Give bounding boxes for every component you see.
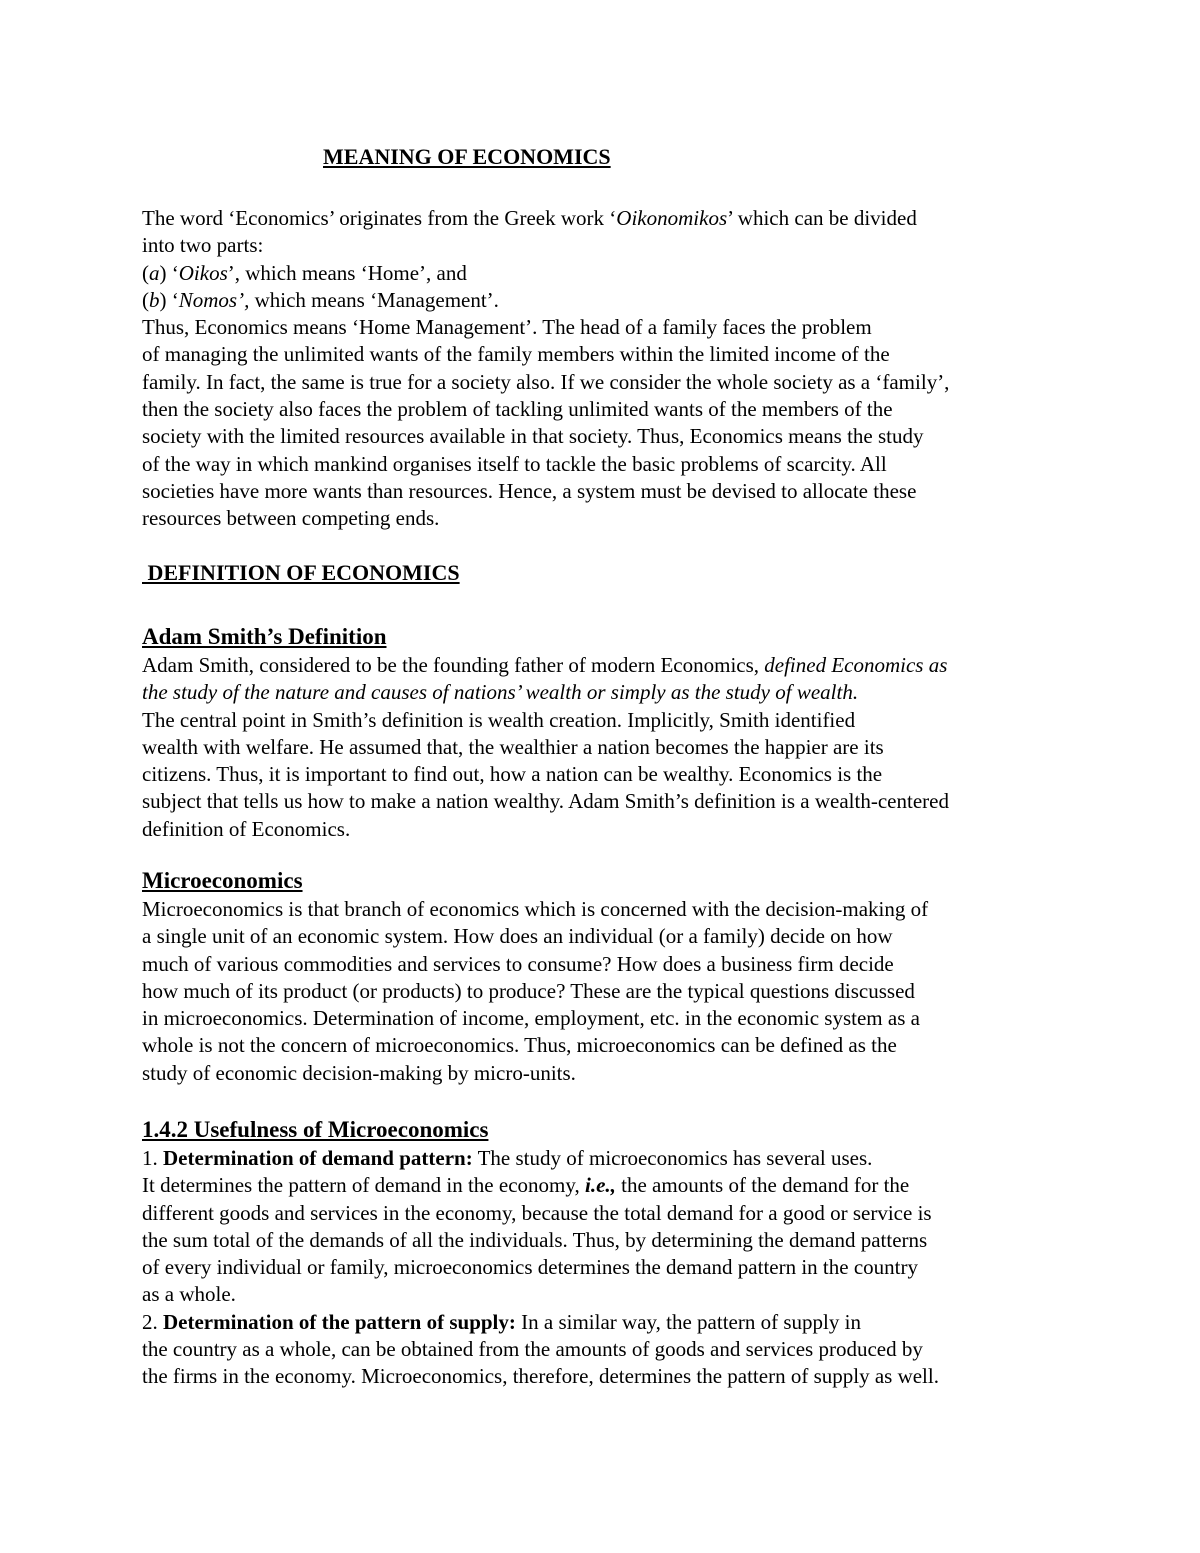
item-number: 2. [142,1309,163,1334]
adam-body-line: citizens. Thus, it is important to find out, how a nation can be wealthy. Economics is the [142,762,883,787]
text-run: ’, which means ‘Home’, and [227,260,467,285]
usefulness-section [142,1115,939,1391]
adam-body-line: subject that tells us how to make a nation wealthy. Adam Smith’s definition is a wealth-centered [142,789,949,814]
italic-definition: defined Economics as [764,653,948,677]
microeconomics-heading: Microeconomics [142,868,303,893]
text-run: It determines the pattern of demand in the economy, [142,1173,585,1198]
adam-body-line: definition of Economics. [142,816,351,841]
usefulness-heading: 1.4.2 Usefulness of Microeconomics [142,1117,489,1142]
oikos-term: Oikos [178,260,228,285]
item-2-body-line: the firms in the economy. Microeconomics, therefore, determines the pattern of supply as well. [142,1364,939,1389]
nomos-term: Nomos’, [178,287,250,312]
definition-title: DEFINITION OF ECONOMICS [142,560,460,585]
list-label-a: a [149,260,160,285]
meaning-body-line: Thus, Economics means ‘Home Management’. The head of a family faces the problem [142,315,872,340]
meaning-line-1 [142,205,949,232]
micro-body-line: study of economic decision-making by micro-units. [142,1060,576,1085]
meaning-body-line: societies have more wants than resources. Hence, a system must be devised to allocate these [142,478,917,503]
micro-body-line: much of various commodities and services to consume? How does a business firm decide [142,951,894,976]
item-2-body-line: the country as a whole, can be obtained from the amounts of goods and services produced by [142,1337,923,1362]
item-1-body-line: different goods and services in the economy, because the total demand for a good or service is [142,1200,932,1225]
microeconomics-section [142,866,928,1087]
text-run: Adam Smith, considered to be the founding father of modern Economics, [142,653,765,677]
item-1-body-line: the sum total of the demands of all the individuals. Thus, by determining the demand patterns [142,1227,928,1252]
adam-line-1 [142,652,949,679]
micro-body-line: whole is not the concern of microeconomics. Thus, microeconomics can be defined as the [142,1033,897,1058]
adam-smith-heading: Adam Smith’s Definition [142,624,387,649]
adam-line-2 [142,679,949,706]
item-2-line-1 [142,1309,939,1336]
item-2-title: Determination of the pattern of supply: [163,1309,516,1334]
ie-abbrev: i.e., [585,1173,616,1198]
meaning-body-line: then the society also faces the problem of tackling unlimited wants of the members of the [142,397,893,422]
micro-body-line: how much of its product (or products) to produce? These are the typical questions discussed [142,978,915,1003]
meaning-body-line: family. In fact, the same is true for a society also. If we consider the whole society as a ‘family’, [142,369,950,394]
italic-definition: the study of the nature and causes of nations’ wealth or simply as the study of wealth. [142,680,859,705]
meaning-body-line: of the way in which mankind organises itself to tackle the basic problems of scarcity. All [142,451,887,476]
meaning-title: MEANING OF ECONOMICS [323,144,611,169]
item-1-line-2 [142,1172,939,1199]
item-1-body-line: of every individual or family, microeconomics determines the demand pattern in the country [142,1255,918,1280]
micro-body-line: a single unit of an economic system. How does an individual (or a family) decide on how [142,924,893,949]
item-1-body-line: as a whole. [142,1282,236,1307]
text-run: which means ‘Management’. [249,287,499,312]
list-item-a: (a) ‘Oikos’, which means ‘Home’, and [142,260,467,285]
item-1-title: Determination of demand pattern: [163,1146,473,1170]
meaning-section [142,205,949,533]
list-label-b: b [149,287,160,312]
text-run: In a similar way, the pattern of supply in [515,1309,861,1334]
item-1-line-1 [142,1145,939,1172]
meaning-body-line: of managing the unlimited wants of the family members within the limited income of the [142,342,890,367]
micro-body-line: in microeconomics. Determination of income, employment, etc. in the economic system as a [142,1006,920,1031]
oikonomikos-term: Oikonomikos [616,206,728,230]
text-run: the amounts of the demand for the [615,1173,910,1198]
meaning-body-line: society with the limited resources available in that society. Thus, Economics means the study [142,424,924,449]
text-run: ’ which can be divided [727,206,917,230]
list-item-b: (b) ‘Nomos’, which means ‘Management’. [142,287,499,312]
micro-body-line: Microeconomics is that branch of economics which is concerned with the decision-making of [142,897,929,921]
meaning-body-line: resources between competing ends. [142,506,440,531]
item-number: 1. [142,1146,163,1170]
adam-body-line: wealth with welfare. He assumed that, the wealthier a nation becomes the happier are its [142,734,884,759]
text-run: The study of microeconomics has several uses. [472,1146,873,1170]
adam-smith-section [142,622,949,843]
meaning-line-2: into two parts: [142,233,264,258]
adam-body-line: The central point in Smith’s definition is wealth creation. Implicitly, Smith identified [142,707,856,732]
text-run: The word ‘Economics’ originates from the Greek work ‘ [142,206,617,230]
definition-section [142,560,460,586]
